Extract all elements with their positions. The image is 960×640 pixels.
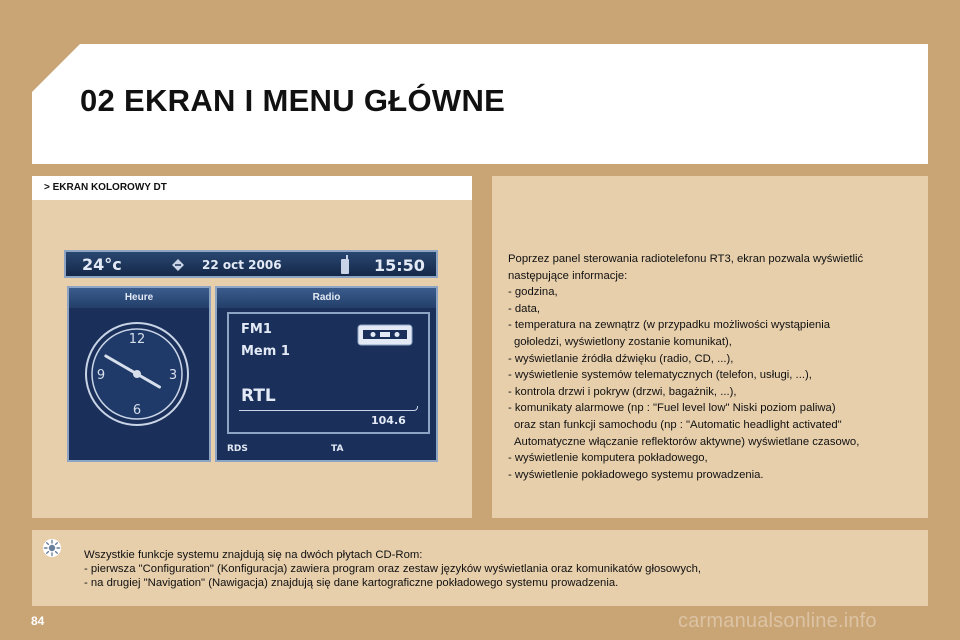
page-number: 84 — [31, 614, 45, 628]
info-line: Automatyczne włączanie reflektorów aktywne) wyświetlane czasowo, — [514, 435, 860, 448]
clock-hub — [133, 370, 141, 378]
temperature-readout: 24°c — [82, 255, 122, 274]
telematics-icon — [170, 257, 186, 278]
info-line: - wyświetlenie systemów telematycznych (telefon, usługi, ...), — [508, 369, 812, 382]
info-line: - data, — [508, 302, 541, 315]
clock-numeral-3: 3 — [168, 368, 178, 383]
tip-panel — [32, 530, 928, 606]
info-line: - temperatura na zewnątrz (w przypadku możliwości wystąpienia — [508, 319, 831, 332]
time-readout: 15:50 — [374, 256, 425, 275]
ta-indicator: TA — [331, 444, 344, 454]
tip-line: Wszystkie funkcje systemu znajdują się na dwóch płytach CD-Rom: — [84, 549, 423, 561]
radio-frequency: 104.6 — [371, 414, 406, 427]
clock-numeral-12: 12 — [128, 332, 146, 347]
info-line: - wyświetlenie pokładowego systemu prowadzenia. — [508, 468, 764, 481]
info-panel — [492, 176, 928, 518]
watermark: carmanualsonline.info — [678, 610, 877, 632]
radio-memory: Mem 1 — [241, 344, 290, 359]
info-text — [508, 251, 918, 483]
sun-icon — [42, 538, 62, 558]
info-line: oraz stan funkcji samochodu (np : "Automatic headlight activated" — [514, 418, 842, 431]
info-line: - godzina, — [508, 286, 558, 299]
tip-line: - pierwsza "Configuration" (Konfiguracja) zawiera program oraz zestaw języków wyświetlania oraz komunikatów głosowych, — [84, 563, 702, 576]
phone-icon — [340, 255, 350, 280]
clock-numeral-9: 9 — [96, 368, 106, 383]
cassette-icon — [357, 324, 413, 351]
info-line: następujące informacje: — [508, 269, 628, 282]
page-title: 02 EKRAN I MENU GŁÓWNE — [80, 83, 506, 118]
clock-numeral-6: 6 — [132, 403, 142, 418]
date-readout: 22 oct 2006 — [202, 258, 282, 272]
section-label: > EKRAN KOLOROWY DT — [32, 176, 472, 200]
info-line: gołoledzi, wyświetlony zostanie komunikat), — [514, 335, 732, 348]
radio-station: RTL — [241, 386, 276, 406]
analog-clock — [69, 310, 209, 460]
info-line: Poprzez panel sterowania radiotelefonu RT3, ekran pozwala wyświetlić — [508, 253, 864, 265]
tip-text — [84, 548, 701, 591]
radio-panel-title: Radio — [217, 288, 436, 308]
info-line: - wyświetlanie źródła dźwięku (radio, CD, ...), — [508, 352, 734, 365]
radio-info-frame — [227, 312, 430, 434]
tip-line: - na drugiej "Navigation" (Nawigacja) znajdują się dane kartograficzne pokładowego systemu prowadzenia. — [84, 577, 619, 590]
info-line: - wyświetlenie komputera pokładowego, — [508, 452, 708, 465]
display-status-bar — [64, 250, 438, 278]
radio-panel — [215, 286, 438, 462]
color-display-mockup — [64, 250, 438, 462]
clock-panel — [67, 286, 211, 462]
station-underline — [239, 406, 418, 411]
info-line: - kontrola drzwi i pokryw (drzwi, bagażnik, ...), — [508, 385, 737, 398]
rds-indicator: RDS — [227, 444, 248, 454]
info-line: - komunikaty alarmowe (np : "Fuel level low" Niski poziom paliwa) — [508, 402, 836, 415]
radio-band: FM1 — [241, 322, 272, 337]
clock-panel-title: Heure — [69, 288, 209, 308]
